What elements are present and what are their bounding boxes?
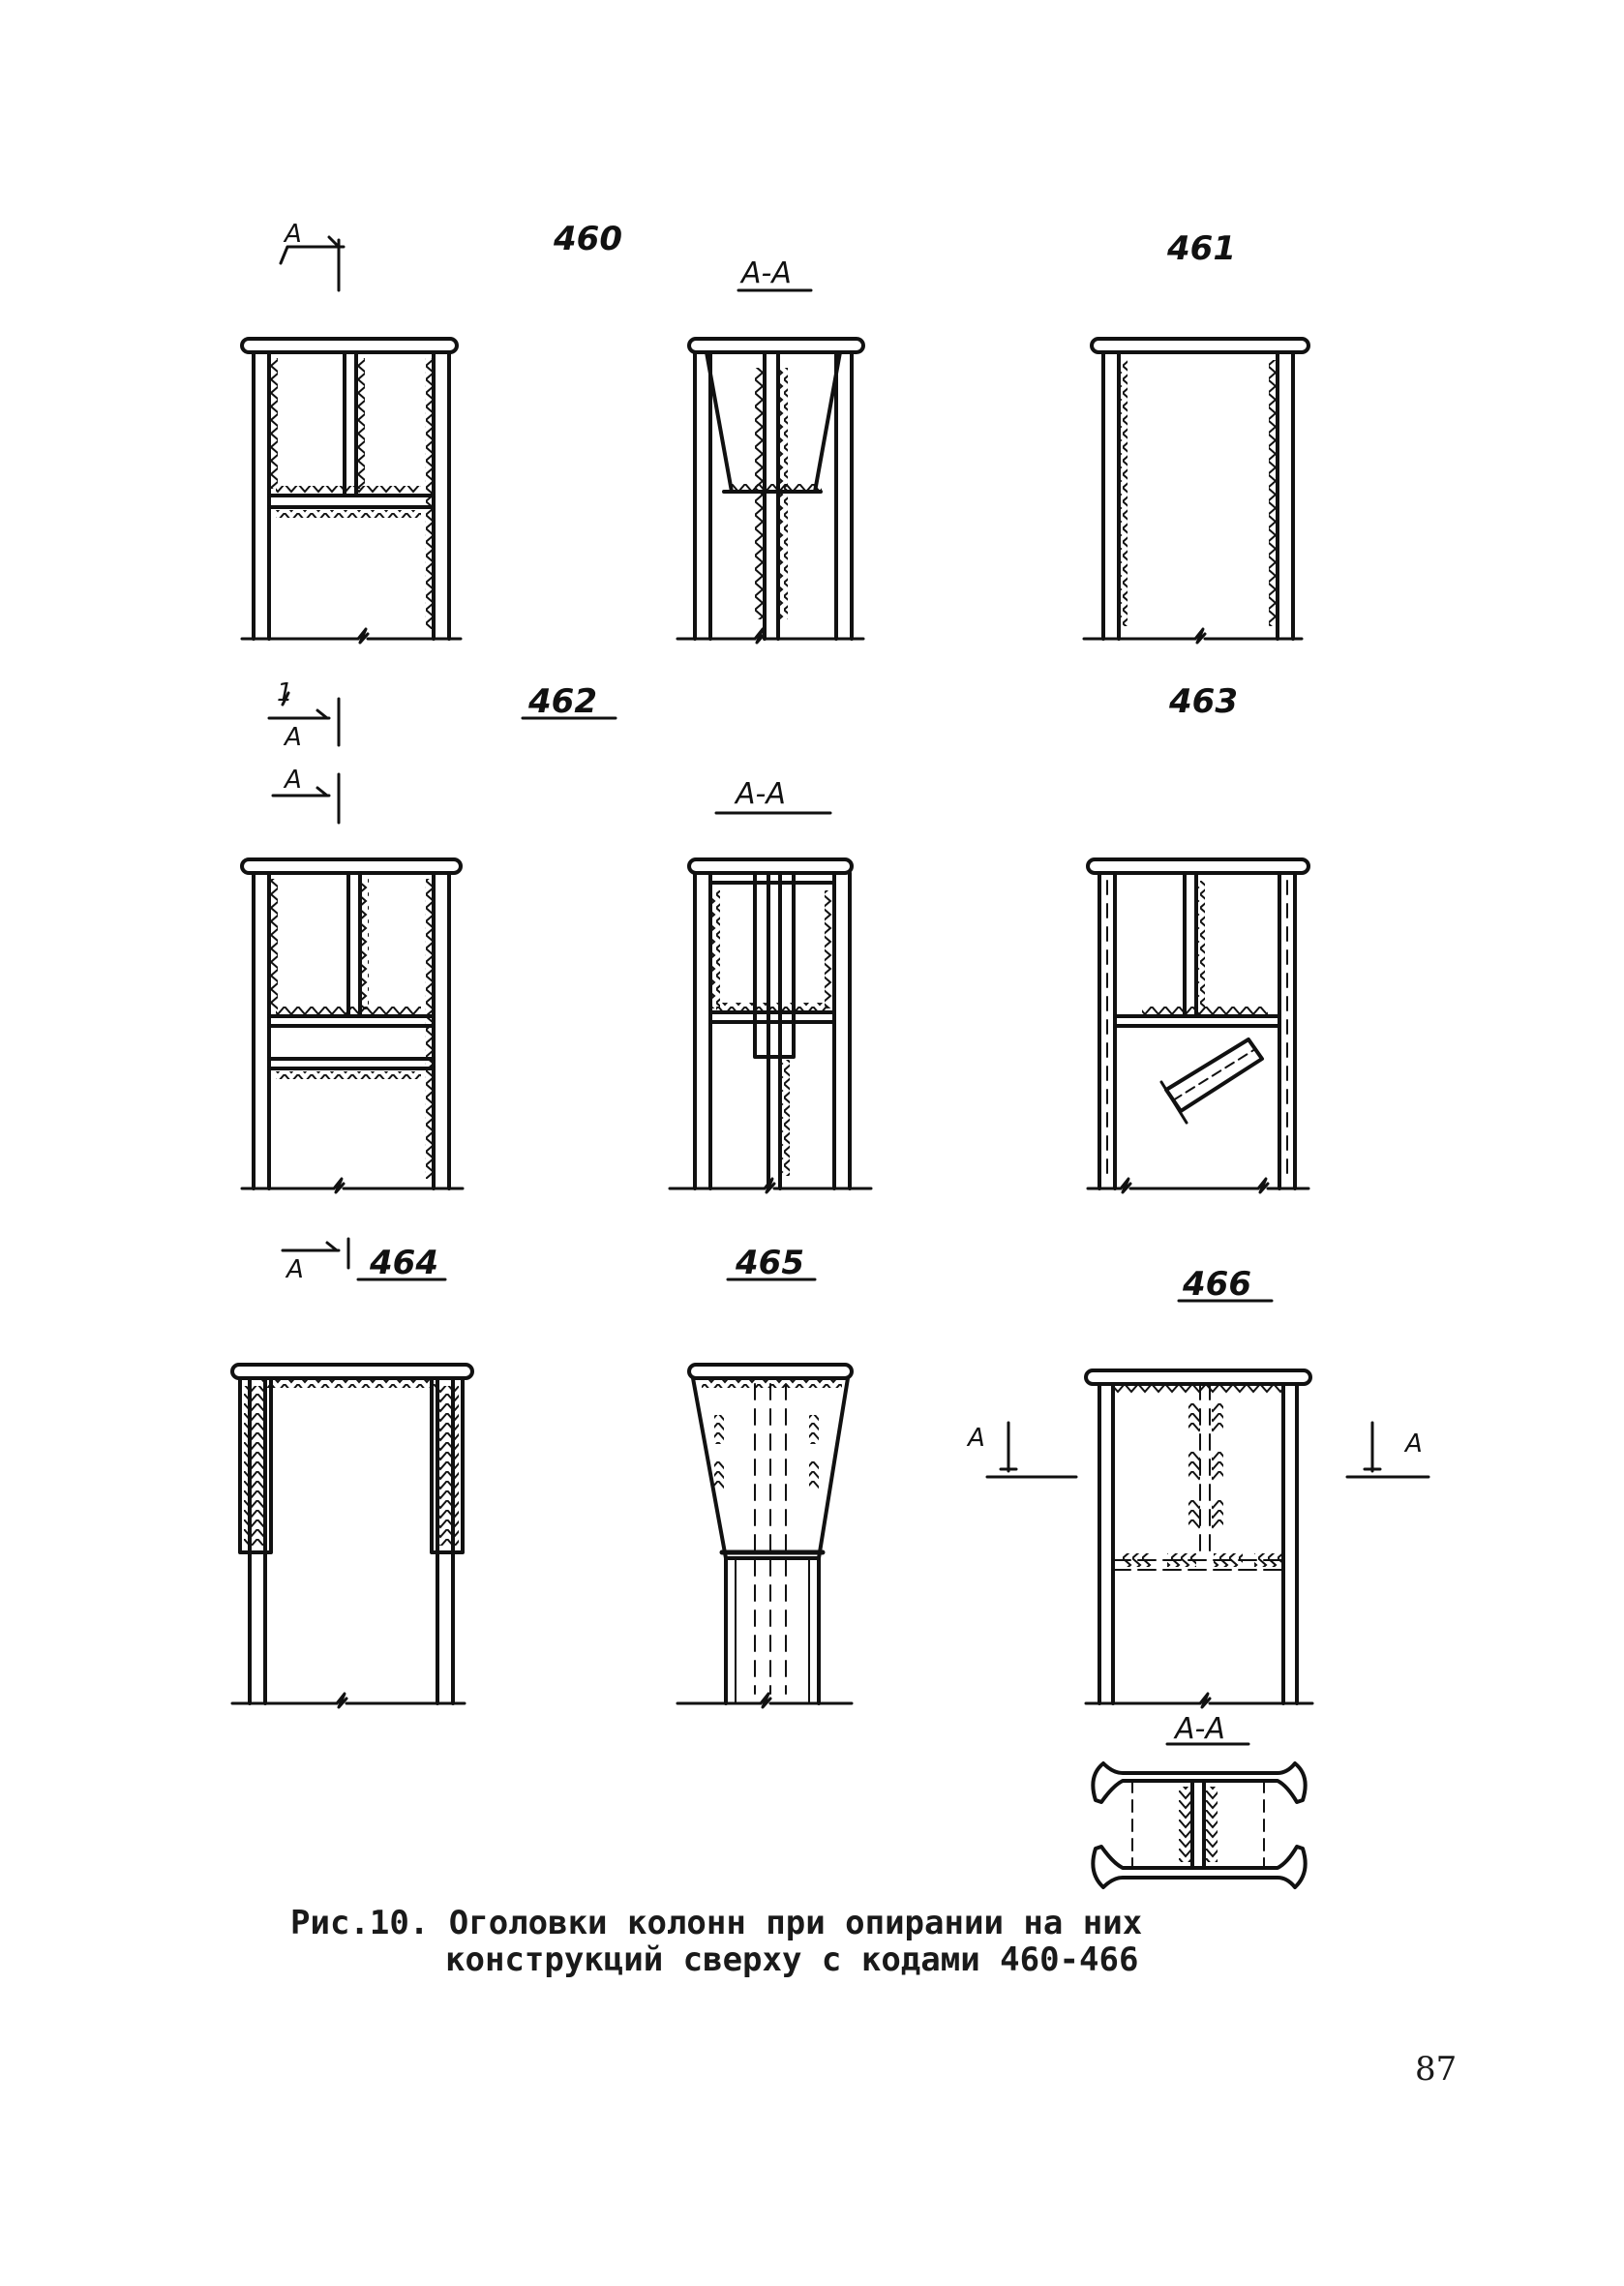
cut-marker-a-462-lower: А (285, 766, 302, 795)
cut-marker-a-460: А (285, 220, 302, 249)
section-title-aa-460: А-А (741, 256, 792, 290)
section-title-aa-466: А-А (1175, 1712, 1225, 1746)
code-label-465: 465 (736, 1244, 804, 1282)
code-label-460: 460 (554, 220, 622, 258)
caption-line-2: конструкций сверху с кодами 460-466 (445, 1940, 1139, 1979)
section-aa-460 (677, 290, 863, 643)
code-label-461: 461 (1167, 229, 1236, 268)
page-number: 87 (1415, 2050, 1458, 2089)
section-aa-466 (1093, 1744, 1305, 1887)
code-label-466: 466 (1183, 1265, 1251, 1304)
section-labels (734, 256, 1225, 1746)
diagonal-brace-463 (1161, 1039, 1262, 1123)
section-title-aa-462: А-А (736, 777, 786, 811)
cut-marker-a-466-right: А (1405, 1429, 1423, 1459)
code-label-464: 464 (370, 1244, 438, 1282)
elevation-464 (232, 1239, 472, 1707)
cut-marker-a-466-left: А (968, 1424, 985, 1453)
cut-marker-1-462: 1 (277, 678, 293, 707)
figure-caption (290, 1905, 1452, 1978)
cut-marker-a-464: А (286, 1255, 304, 1284)
elevation-465 (677, 1279, 852, 1707)
code-label-463: 463 (1169, 682, 1238, 721)
elevation-460 (242, 237, 461, 643)
elevation-466 (987, 1301, 1429, 1707)
cut-marker-a-462-upper: А (285, 723, 302, 752)
elevation-461 (1084, 339, 1308, 643)
caption-line-1: Рис.10. Оголовки колонн при опирании на них (290, 1904, 1143, 1942)
elevation-463 (1088, 859, 1308, 1192)
code-label-462: 462 (528, 682, 597, 721)
section-aa-462 (670, 813, 871, 1192)
